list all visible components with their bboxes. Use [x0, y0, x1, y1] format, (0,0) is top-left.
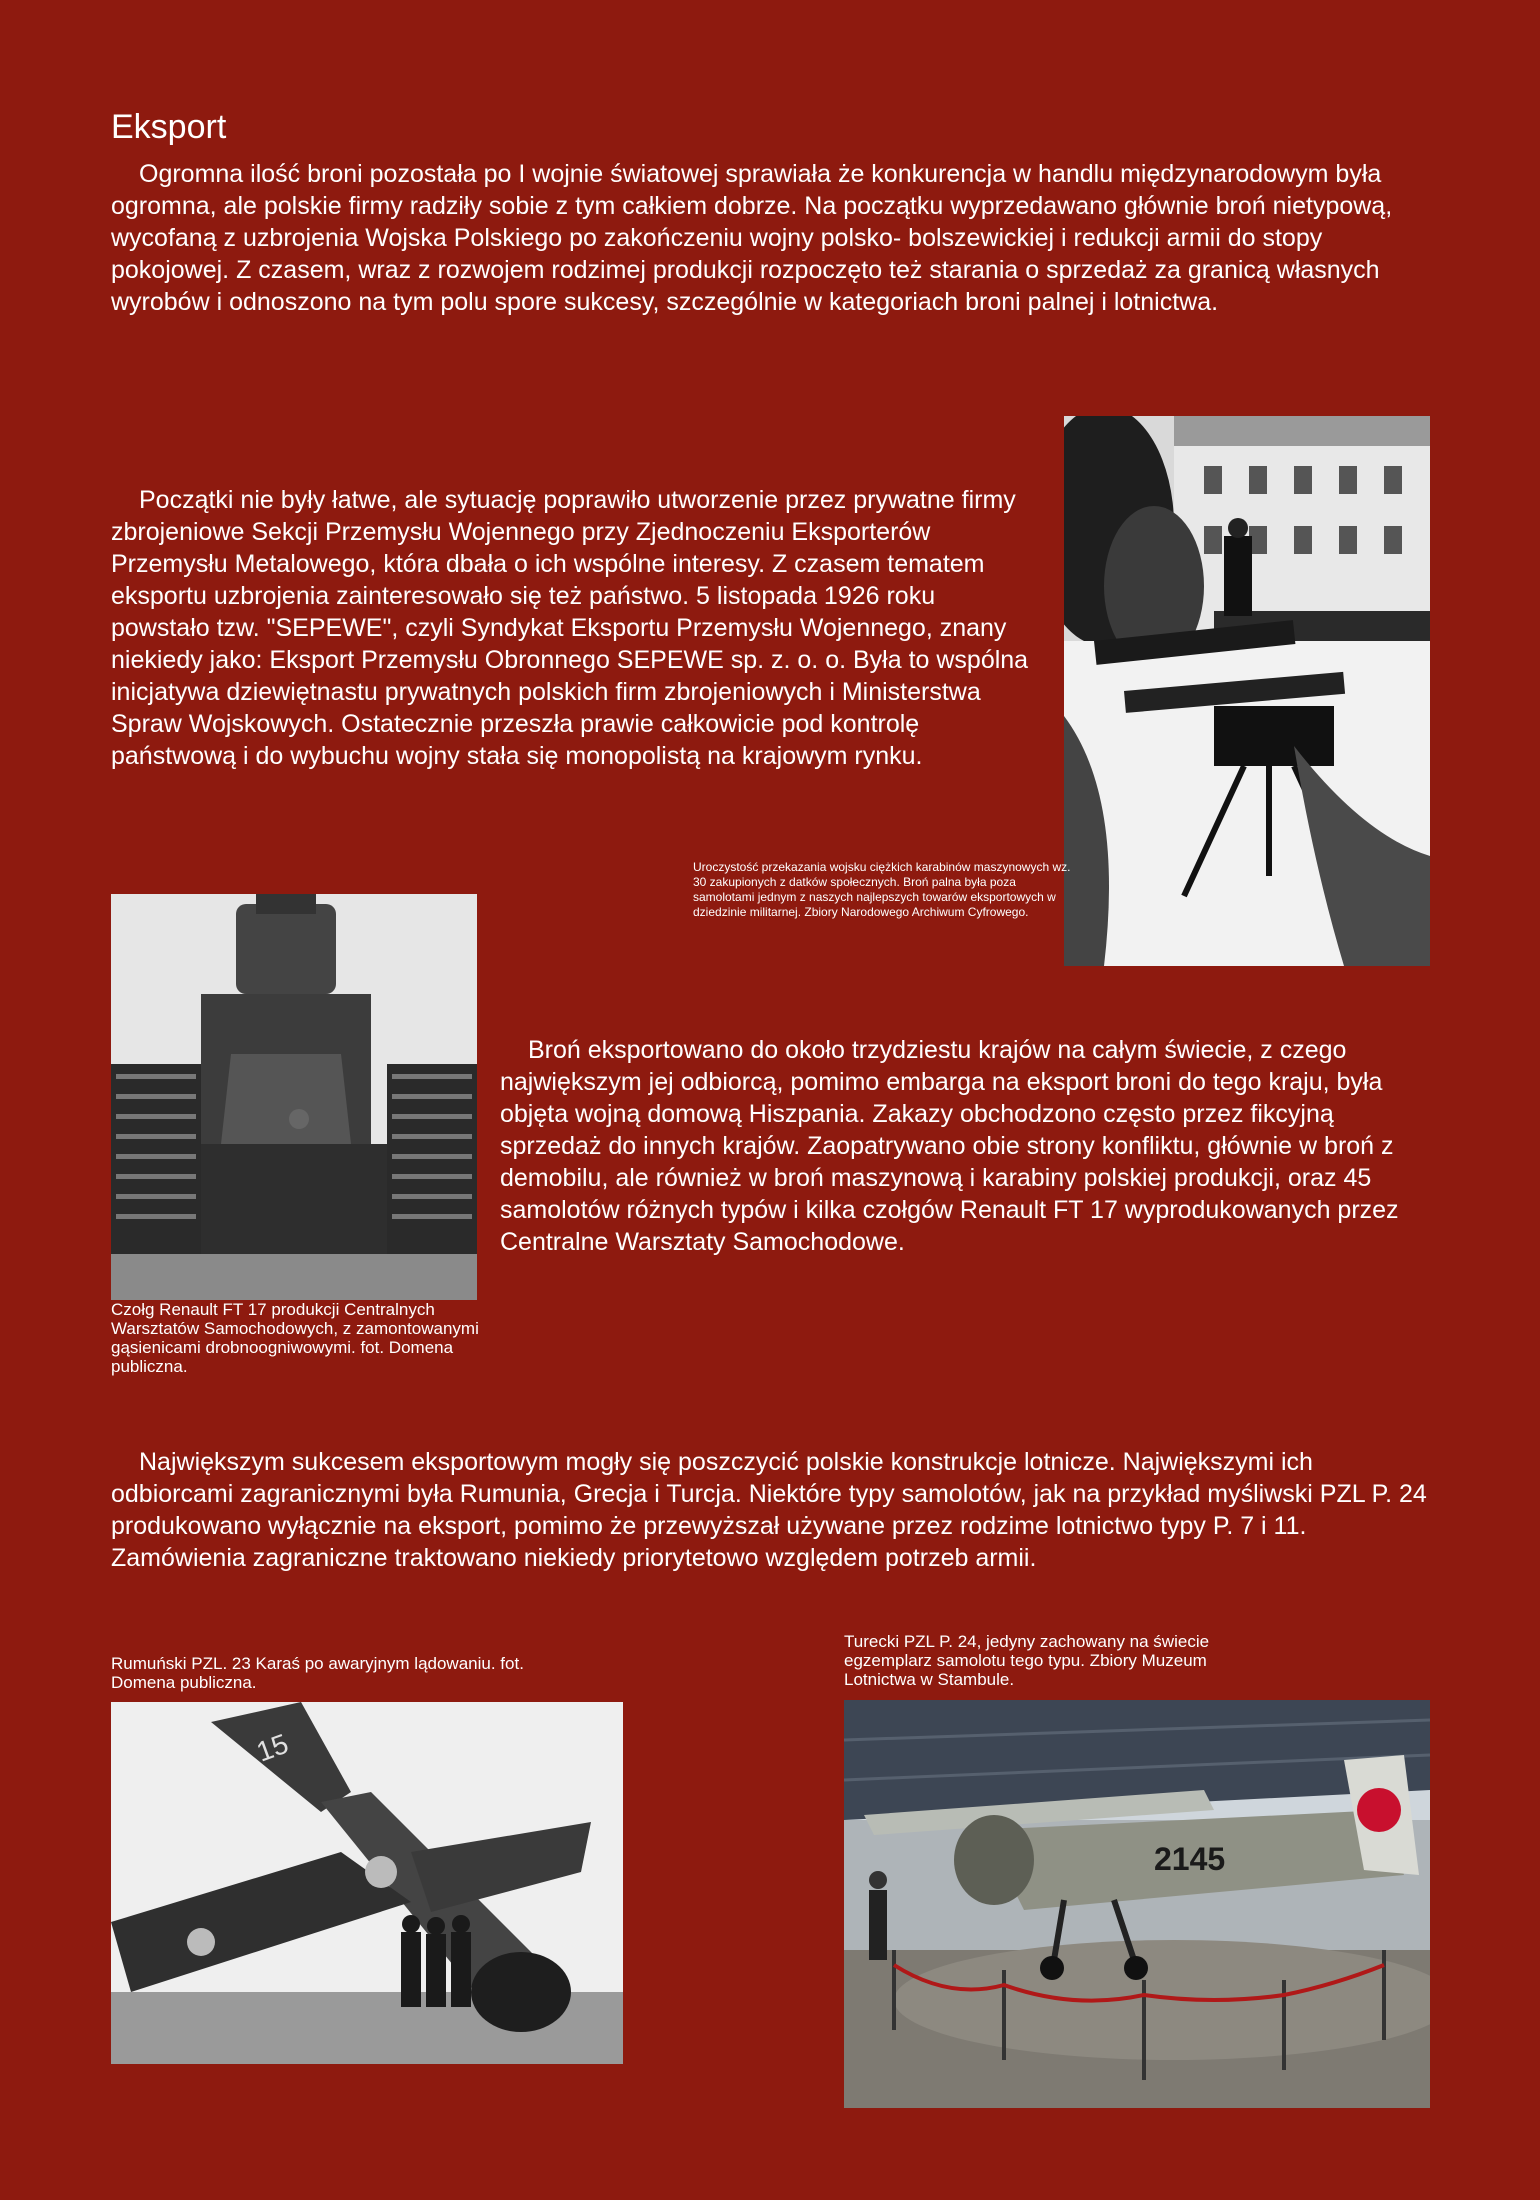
machine-guns-caption: Uroczystość przekazania wojsku ciężkich karabinów maszynowych wz. 30 zakupionych z datków społecznych. Broń palna była poza samolotami jednym z naszych najlepszych towarów eksportowych w dziedzinie militarnej. Zbiory Narodowego Archiwum Cyfrowego. — [693, 860, 1071, 919]
pzl23-karas-photo — [111, 1702, 623, 2064]
tank-caption: Czołg Renault FT 17 produkcji Centralnych Warsztatów Samochodowych, z zamontowanymi gąsienicami drobnoogniwowymi. fot. Domena publiczna. — [111, 1300, 479, 1376]
plane-number-marking: 2145 — [1154, 1841, 1226, 1877]
spain-export-paragraph: Broń eksportowano do około trzydziestu krajów na całym świecie, z czego największym jej odbiorcą, pomimo embarga na eksport broni do tego kraju, była objęta wojną domową Hiszpania. Zakazy obchodzono często przez fikcyjną sprzedaż do innych krajów. Zaopatrywano obie strony konfliktu, głównie w broń z demobilu, ale również w broń maszynową i karabiny polskiej produkcji, oraz 45 samolotów różnych typów i kilka czołgów Renault FT 17 wyprodukowanych przez Centralne Warsztaty Samochodowe. — [500, 1036, 1399, 1256]
sepewe-paragraph: Początki nie były łatwe, ale sytuację poprawiło utworzenie przez prywatne firmy zbrojeniowe Sekcji Przemysłu Wojennego przy Zjednoczeniu Eksporterów Przemysłu Metalowego, która dbała o ich wspólne interesy. Z czasem tematem eksportu uzbrojenia zainteresowało się też państwo. 5 listopada 1926 roku powstało tzw. "SEPEWE", czyli Syndykat Eksportu Przemysłu Wojennego, znany niekiedy jako: Eksport Przemysłu Obronnego SEPEWE sp. z. o. o. Była to wspólna inicjatywa dziewiętnastu prywatnych polskich firm zbrojeniowych i Ministerstwa Spraw Wojskowych. Ostatecznie przeszła prawie całkowicie pod kontrolę państwową i do wybuchu wojny stała się monopolistą na krajowym rynku. — [111, 486, 1029, 770]
renault-ft17-tank-photo — [111, 894, 477, 1300]
intro-paragraph: Ogromna ilość broni pozostała po I wojnie światowej sprawiała że konkurencja w handlu międzynarodowym była ogromna, ale polskie firmy radziły sobie z tym całkiem dobrze. Na początku wyprzedawano głównie broń nietypową, wycofaną z uzbrojenia Wojska Polskiego po zakończeniu wojny polsko- bolszewickiej i redukcji armii do stopy pokojowej. Z czasem, wraz z rozwojem rodzimej produkcji rozpoczęto też starania o sprzedaż za granicą własnych wyrobów i odnoszono na tym polu spore sukcesy, szczególnie w kategoriach broni palnej i lotnictwa. — [111, 160, 1393, 316]
p24-caption: Turecki PZL P. 24, jedyny zachowany na świecie egzemplarz samolotu tego typu. Zbiory Muzeum Lotnictwa w Stambule. — [844, 1632, 1210, 1689]
pzl-p24-museum-photo — [844, 1700, 1430, 2108]
machine-guns-ceremony-photo — [1064, 416, 1430, 966]
karas-tail-number: 15 — [252, 1727, 293, 1768]
aviation-paragraph: Największym sukcesem eksportowym mogły się poszczycić polskie konstrukcje lotnicze. Największymi ich odbiorcami zagranicznymi była Rumunia, Grecja i Turcja. Niektóre typy samolotów, jak na przykład myśliwski PZL P. 24 produkowano wyłącznie na eksport, pomimo że przewyższał używane przez rodzime lotnictwo typy P. 7 i 11. Zamówienia zagraniczne traktowano niekiedy priorytetowo względem potrzeb armii. — [111, 1448, 1427, 1572]
page-title: Eksport — [111, 108, 227, 146]
karas-caption: Rumuński PZL. 23 Karaś po awaryjnym lądowaniu. fot. Domena publiczna. — [111, 1654, 524, 1692]
